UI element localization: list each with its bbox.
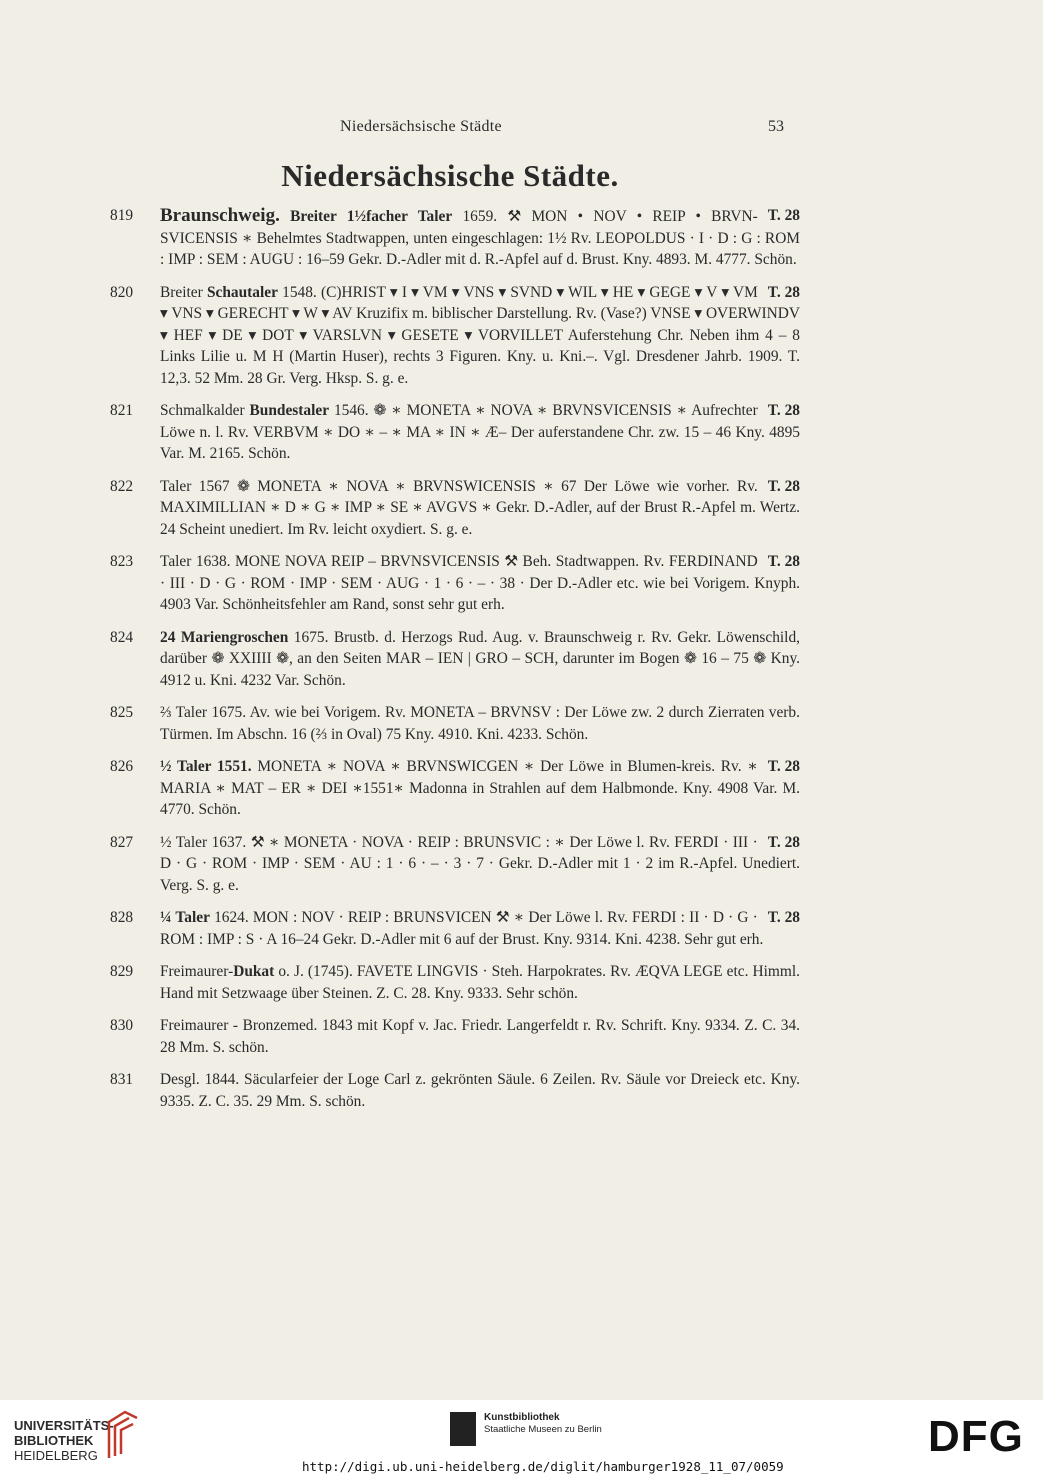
uni-logo-line3: HEIDELBERG	[14, 1448, 98, 1463]
entry-number: 821	[110, 402, 134, 419]
catalog-entry	[110, 627, 800, 692]
entry-coin-type: Breiter 1½facher Taler	[290, 208, 453, 225]
entry-coin-type: Dukat	[233, 963, 275, 980]
catalog-entry	[110, 282, 800, 390]
entry-description: Taler 1638. MONE NOVA REIP – BRVNSVICENSIS ⚒ Beh. Stadtwappen. Rv. FERDINAND · III · D · G · ROM · IMP · SEM · AUG · 1 · 6 · – · 38 · Der D.-Adler etc. wie bei Vorigem. Knyph. 4903 Var. Schönheitsfehler am Rand, sonst sehr gut erh.	[160, 553, 800, 613]
entry-prefix: ⅔ Taler	[160, 704, 208, 721]
catalog-entry	[110, 205, 800, 271]
plate-ref: T. 28	[767, 207, 800, 224]
entry-description: Taler 1567 ❁ MONETA ∗ NOVA ∗ BRVNSWICENSIS ∗ 67 Der Löwe wie vorher. Rv. MAXIMILLIAN ∗ D ∗ G ∗ IMP ∗ SE ∗ AVGVS ∗ Gekr. D.-Adler, auf der Brust R.-Apfel m. Wertz. 24 Scheint unediert. Im Rv. leicht oxydiert. S. g. e.	[160, 477, 800, 538]
plate-ref: T. 28	[767, 553, 800, 570]
entry-description: 1675. Brustb. d. Herzogs Rud. Aug. v. Braunschweig r. Rv. Gekr. Löwenschild, darüber ❁ XXIIII ❁, an den Seiten MAR – IEN | GRO – SCH, darunter im Bogen ❁ 16 – 75 ❁ Kny. 4912 u. Kni. 4232 Var. Schön.	[160, 628, 800, 689]
kunstbibliothek-label[interactable]	[484, 1412, 602, 1436]
entry-number: 823	[110, 553, 134, 570]
entry-description: Desgl. 1844. Säcularfeier der Loge Carl z. gekrönten Säule. 6 Zeilen. Rv. Säule vor Dreieck etc. Kny. 9335. Z. C. 35. 29 Mm. S. schön.	[160, 1071, 800, 1110]
entry-prefix: Breiter	[160, 283, 203, 301]
catalog-entries	[110, 205, 800, 1123]
permalink-url[interactable]: http://digi.ub.uni-heidelberg.de/diglit/hamburger1928_11_07/0059	[302, 1459, 784, 1474]
entry-coin-type: ¼ Taler	[160, 909, 210, 926]
entry-coin-type: Bundestaler	[249, 402, 330, 419]
plate-ref: T. 28	[767, 758, 800, 775]
uni-logo-line1: UNIVERSITÄTS-	[14, 1418, 114, 1433]
plate-ref: T. 28	[767, 909, 800, 926]
plate-ref: T. 28	[767, 283, 800, 301]
university-library-logo[interactable]	[14, 1418, 114, 1463]
footer-bar	[0, 1400, 1043, 1476]
catalog-entry	[110, 702, 800, 745]
catalog-entry	[110, 832, 800, 897]
kunstbibliothek-icon	[450, 1412, 476, 1446]
entry-prefix: ½ Taler	[160, 833, 208, 851]
uni-logo-line2: BIBLIOTHEK	[14, 1433, 94, 1448]
entry-description: 1548. (C)HRIST ▾ I ▾ VM ▾ VNS ▾ SVND ▾ WIL ▾ HE ▾ GEGE ▾ V ▾ VM ▾ VNS ▾ GERECHT ▾ W ▾ AV Kruzifix m. biblischer Darstellung. Rv. (Vase?) VNSE ▾ OVERWINDV ▾ HEF ▾ DE ▾ DOT ▾ VARSLVN ▾ GESETE ▾ VORVILLET Auferstehung Chr. Neben ihm 4 – 8 Links Lilie u. M H (Martin Huser), rechts 3 Figuren. Kny. u. Kni.–. Vgl. Dresdener Jahrb. 1909. T. 12,3. 52 Mm. 28 Gr. Verg. Hksp. S. g. e.	[160, 283, 800, 387]
entry-description: 1659. ⚒ MON • NOV • REIP • BRVN-SVICENSIS ∗ Behelmtes Stadtwappen, unten eingeschlagen: 1½ Rv. LEOPOLDUS · I · D : G : ROM : IMP : SEM : AUGU : 16–59 Gekr. D.-Adler mit d. R.-Apfel auf d. Brust. Kny. 4893. M. 4777. Schön.	[160, 208, 800, 268]
catalog-entry	[110, 961, 800, 1004]
entry-number: 824	[110, 628, 134, 646]
entry-number: 829	[110, 963, 134, 980]
catalog-entry	[110, 1015, 800, 1058]
entry-number: 820	[110, 283, 134, 301]
running-title: Niedersächsische Städte	[340, 118, 502, 135]
entry-description: Freimaurer - Bronzemed. 1843 mit Kopf v. Jac. Friedr. Langerfeldt r. Rv. Schrift. Kny. 9334. Z. C. 34. 28 Mm. S. schön.	[160, 1017, 800, 1056]
entry-coin-type: ½ Taler 1551.	[160, 758, 252, 775]
entry-prefix: Schmalkalder	[160, 402, 245, 419]
catalog-entry	[110, 756, 800, 821]
entry-number: 822	[110, 477, 134, 495]
entry-number: 827	[110, 833, 134, 851]
entry-description: MONETA ∗ NOVA ∗ BRVNSWICGEN ∗ Der Löwe in Blumen-kreis. Rv. ∗ MARIA ∗ MAT – ER ∗ DEI ∗1551∗ Madonna in Strahlen auf dem Halbmonde. Kny. 4908 Var. M. 4770. Schön.	[160, 758, 800, 818]
entry-number: 819	[110, 207, 134, 224]
entry-description: 1546. ❁ ∗ MONETA ∗ NOVA ∗ BRVNSVICENSIS ∗ Aufrechter Löwe n. l. Rv. VERBVM ∗ DO ∗ – ∗ MA ∗ IN ∗ Æ– Der auferstandene Chr. zw. 15 – 46 Kny. 4895 Var. M. 2165. Schön.	[160, 402, 800, 462]
entry-number: 825	[110, 704, 134, 721]
entry-number: 826	[110, 758, 134, 775]
plate-ref: T. 28	[767, 477, 800, 495]
university-emblem-icon	[105, 1408, 141, 1460]
entry-coin-type: 24 Mariengroschen	[160, 628, 289, 646]
plate-ref: T. 28	[767, 402, 800, 419]
catalog-entry	[110, 476, 800, 541]
page-number: 53	[768, 118, 784, 135]
plate-ref: T. 28	[767, 833, 800, 851]
entry-number: 831	[110, 1071, 134, 1088]
entry-prefix: Freimaurer-	[160, 963, 234, 980]
dfg-logo[interactable]: DFG	[928, 1412, 1024, 1461]
entry-description: 1675. Av. wie bei Vorigem. Rv. MONETA – BRVNSV : Der Löwe zw. 2 durch Zierraten verb. Türmen. Im Abschn. 16 (⅔ in Oval) 75 Kny. 4910. Kni. 4233. Schön.	[160, 704, 800, 743]
entry-description: 1624. MON : NOV · REIP : BRUNSVICEN ⚒ ∗ Der Löwe l. Rv. FERDI : II · D · G · ROM : IMP : S · A 16–24 Gekr. D.-Adler mit 6 auf der Brust. Kny. 9314. Kni. 4238. Sehr gut erh.	[160, 909, 764, 948]
kb-subtitle: Staatliche Museen zu Berlin	[484, 1424, 602, 1435]
entry-coin-type: Schautaler	[206, 283, 278, 301]
catalog-entry	[110, 907, 800, 950]
kb-name: Kunstbibliothek	[484, 1412, 560, 1423]
entry-number: 830	[110, 1017, 134, 1034]
entry-description: 1637. ⚒ ∗ MONETA · NOVA · REIP : BRUNSVIC : ∗ Der Löwe l. Rv. FERDI · III · D · G · ROM · IMP · SEM · AU : 1 · 6 · – · 3 · 7 · Gekr. D.-Adler mit 1 · 2 im R.-Apfel. Unediert. Verg. S. g. e.	[160, 833, 800, 894]
page-title: Niedersächsische Städte.	[281, 158, 619, 193]
catalog-entry	[110, 551, 800, 616]
entry-description: o. J. (1745). FAVETE LINGVIS · Steh. Harpokrates. Rv. ÆQVA LEGE etc. Himml. Hand mit Setzwaage über Steinen. Z. C. 28. Kny. 9333. Sehr schön.	[160, 963, 800, 1002]
catalog-entry	[110, 400, 800, 465]
entry-city: Braunschweig.	[160, 205, 280, 226]
catalog-entry	[110, 1069, 800, 1112]
entry-number: 828	[110, 909, 134, 926]
